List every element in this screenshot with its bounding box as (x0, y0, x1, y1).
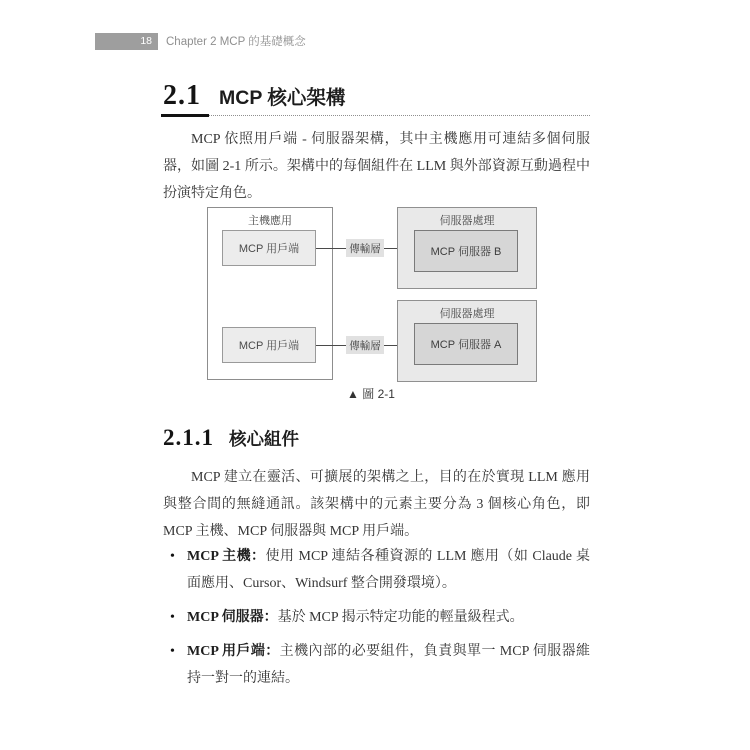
running-chapter-title: Chapter 2 MCP 的基礎概念 (166, 36, 306, 48)
list-item (170, 638, 590, 692)
server-process-label: 伺服器處理 (439, 308, 495, 320)
bullet-icon: • (170, 610, 175, 625)
mcp-server-b-box: MCP 伺服器 B (414, 230, 518, 272)
mcp-server-a-box: MCP 伺服器 A (414, 323, 518, 365)
list-item (170, 543, 590, 597)
bullet-icon: • (170, 644, 175, 659)
transport-layer-chip-bottom: 傳輸層 (346, 336, 384, 354)
mcp-client-label: MCP 用戶端 (238, 243, 300, 255)
server-process-box-bottom (397, 300, 537, 382)
list-item (170, 604, 590, 631)
mcp-client-box-top (222, 230, 316, 266)
mcp-client-label: MCP 用戶端 (238, 340, 300, 352)
bullet-icon: • (170, 549, 175, 564)
core-components-list (170, 543, 590, 699)
page-number-bar (95, 33, 158, 50)
page-number: 18 (140, 35, 152, 47)
section-intro-paragraph: MCP 依照用戶端 - 伺服器架構，其中主機應用可連結多個伺服器，如圖 2-1 所示。架構中的每個組件在 LLM 與外部資源互動過程中扮演特定角色。 (163, 132, 590, 201)
subsection-heading (163, 425, 590, 451)
list-item-term: MCP 伺服器： (187, 610, 278, 625)
list-item-term: MCP 主機： (187, 549, 266, 564)
mcp-client-box-bottom (222, 327, 316, 363)
list-item-term: MCP 用戶端： (187, 644, 280, 659)
rule-thin-line (163, 115, 590, 116)
section-title: MCP 核心架構 (219, 87, 346, 109)
figure-caption: ▲ 圖 2-1 (347, 387, 395, 401)
section-heading (163, 80, 590, 112)
list-item-text: 使用 MCP 連結各種資源的 LLM 應用（如 Claude 桌面應用、Cursor、Windsurf 整合開發環境）。 (187, 549, 590, 591)
server-process-box-top (397, 207, 537, 289)
subsection-intro-paragraph: MCP 建立在靈活、可擴展的架構之上，目的在於實現 LLM 應用與整合間的無縫通訊。該架構中的元素主要分為 3 個核心角色，即 MCP 主機、MCP 伺服器與 MCP 用戶端。 (163, 470, 590, 539)
subsection-number: 2.1.1 (163, 425, 214, 450)
list-item-text: 主機內部的必要組件，負責與單一 MCP 伺服器維持一對一的連結。 (187, 644, 590, 686)
rule-thick-segment (161, 114, 209, 117)
section-heading-rule (163, 114, 590, 118)
figure-2-1 (205, 207, 537, 383)
section-number: 2.1 (163, 80, 201, 111)
subsection-title: 核心組件 (229, 429, 299, 449)
list-item-text: 基於 MCP 揭示特定功能的輕量級程式。 (277, 610, 524, 625)
host-application-label: 主機應用 (248, 215, 292, 227)
server-process-label: 伺服器處理 (439, 215, 495, 227)
transport-layer-chip-top: 傳輸層 (346, 239, 384, 257)
